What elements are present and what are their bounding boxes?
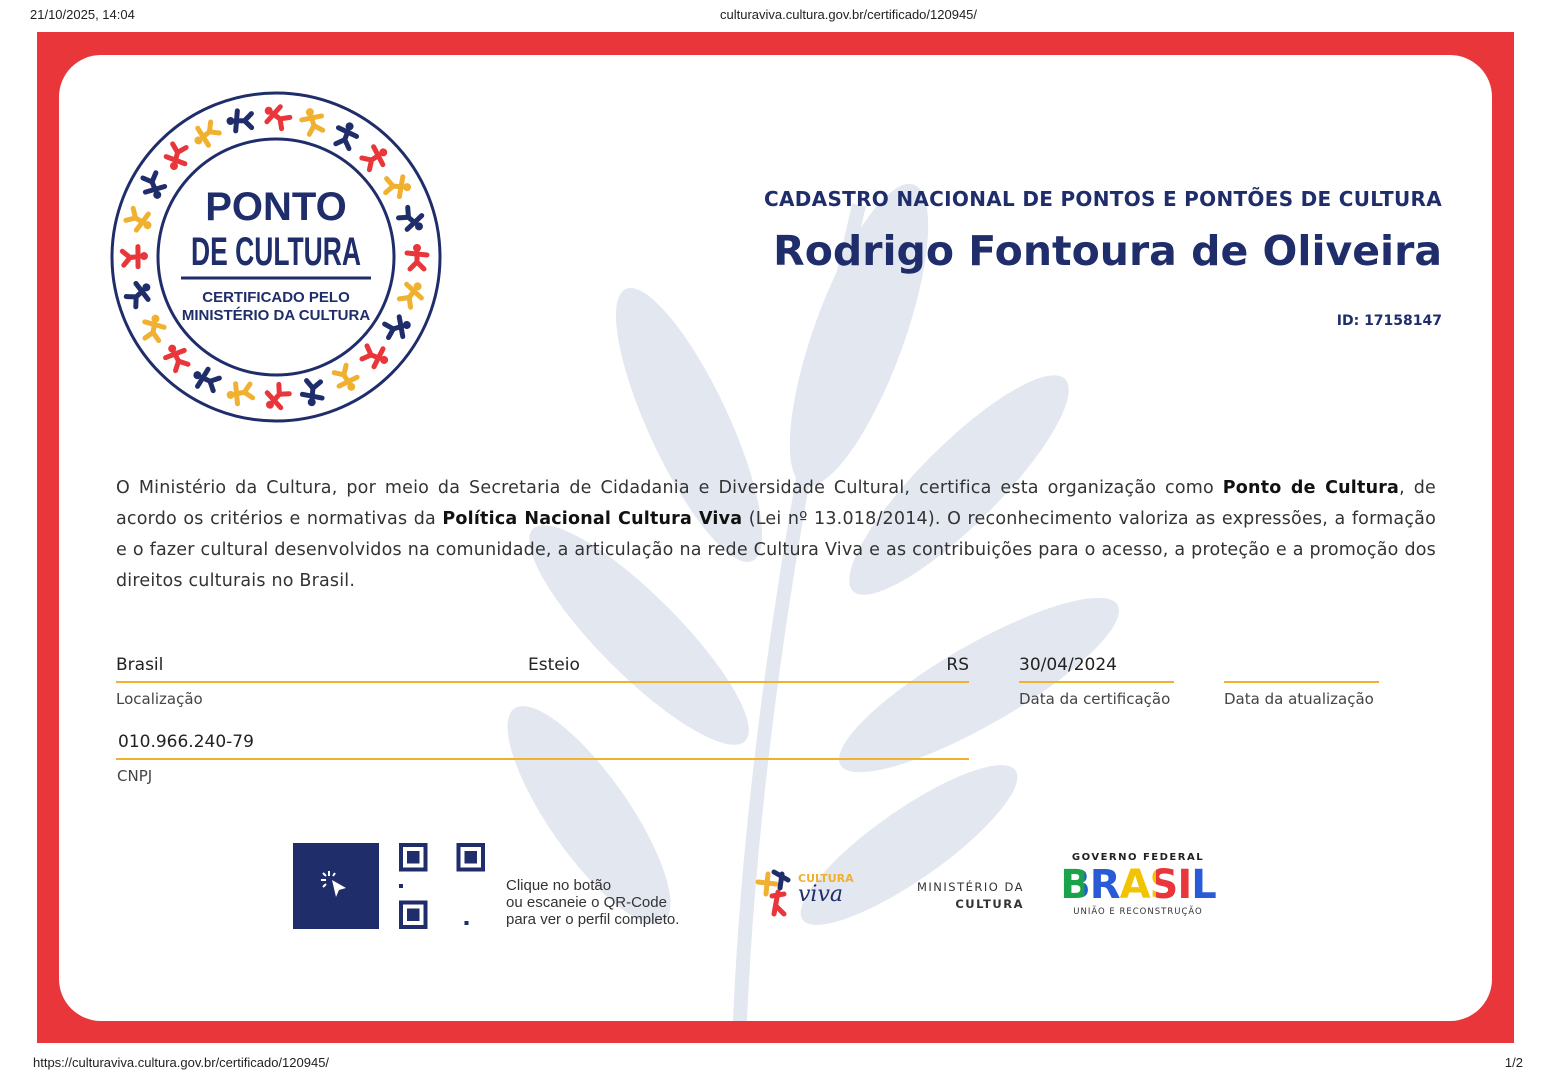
registry-title: CADASTRO NACIONAL DE PONTOS E PONTÕES DE CULTURA [764,187,1442,211]
qr-line: ou escaneie o QR-Code [506,894,667,911]
ponto-de-cultura-seal [109,90,443,424]
text-part: , de acordo os critérios e normativas da [116,478,1436,529]
certificate-id: ID: 17158147 [1336,313,1442,329]
certificate-frame [37,32,1514,1043]
ministerio-line2: CULTURA [955,897,1024,911]
city-value: Esteio [528,655,580,675]
cert-date-field: 30/04/2024 [1019,653,1174,683]
certificate-text [116,473,1436,597]
ministerio-line1: MINISTÉRIO DA [916,880,1024,894]
text-part: O Ministério da Cultura, por meio da Secretaria de Cidadania e Diversidade Cultural, certifica esta organização como [116,478,1223,498]
text-bold: Ponto de Cultura [1222,478,1400,498]
location-label: Localização [116,690,203,708]
profile-button[interactable] [293,843,379,929]
print-title: culturaviva.cultura.gov.br/certificado/120945/ [720,7,978,22]
qr-instructions [506,877,679,928]
state-value: RS [946,655,969,675]
cultura-viva-logo [754,868,864,918]
ministerio-logo [917,879,1024,913]
qr-module [465,851,477,863]
cert-date-label: Data da certificação [1019,690,1171,708]
cursor-click-icon [318,868,354,904]
qr-module [399,884,403,888]
gov-brasil: BRASIL [1049,863,1227,907]
gov-line1: GOVERNO FEDERAL [1071,852,1205,863]
text-bold: Política Nacional Cultura Viva [442,509,743,529]
qr-module [407,909,419,921]
seal-line4: MINISTÉRIO DA CULTURA [181,307,371,324]
print-datetime: 21/10/2025, 14:04 [30,7,135,22]
print-url: https://culturaviva.cultura.gov.br/certificado/120945/ [33,1055,330,1070]
qr-line: para ver o perfil completo. [506,911,680,928]
cultura-viva-text2: viva [798,882,844,907]
qr-module [407,851,419,863]
cultura-viva-figures-icon [754,868,796,918]
seal-line2: DE CULTURA [191,230,361,274]
gov-line3: UNIÃO E RECONSTRUÇÃO [1073,907,1203,917]
qr-line: Clique no botão [506,877,612,894]
qr-code[interactable] [399,843,485,929]
update-date-field [1224,653,1379,683]
certificate-card [59,55,1492,1021]
country-value: Brasil [116,655,164,675]
update-date-label: Data da atualização [1224,690,1374,708]
holder-name: Rodrigo Fontoura de Oliveira [773,227,1442,275]
governo-federal-logo [1049,852,1227,938]
seal-line1: PONTO [205,185,347,229]
location-field [116,653,969,683]
cultura-viva-text1: CULTURA [798,872,854,885]
seal-line3: CERTIFICADO PELO [202,289,350,306]
qr-module [465,921,469,925]
cnpj-label: CNPJ [117,767,153,785]
text-part: (Lei nº 13.018/2014). O reconhecimento valoriza as expressões, a formação e o fazer cultural desenvolvidos na comunidade, a articulação na rede Cultura Viva e as contribuições para o acesso, a proteção e a promoção dos direitos culturais no Brasil. [116,509,1436,591]
cnpj-field: 010.966.240-79 [116,730,969,760]
page-number: 1/2 [1504,1055,1523,1070]
